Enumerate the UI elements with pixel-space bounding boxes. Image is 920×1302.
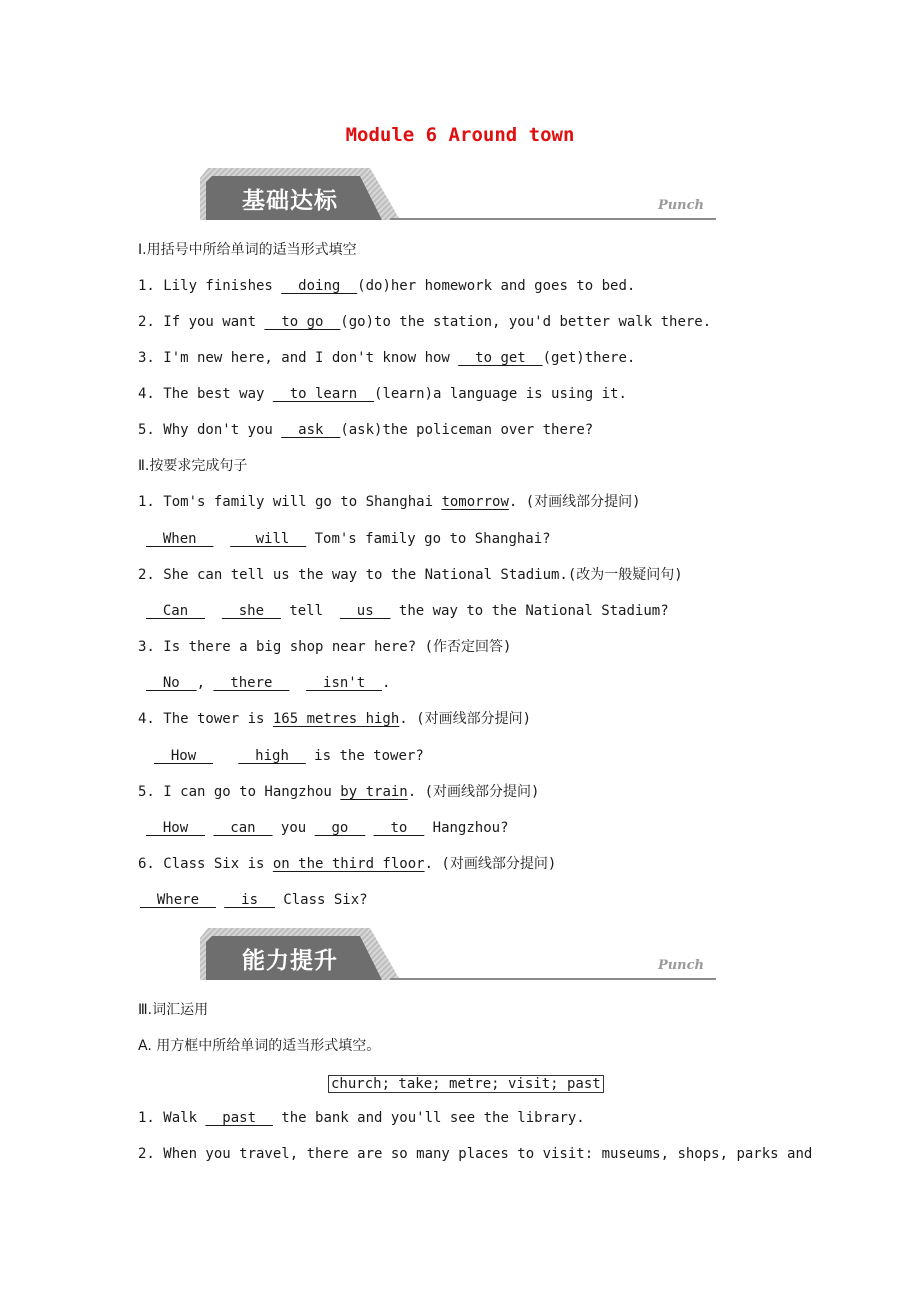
answer: __isn't__ xyxy=(306,675,383,691)
s2-question-1: 1. Tom's family will go to Shanghai tomorrow. (对画线部分提问) xyxy=(138,494,641,510)
s1-question-2: 2. If you want __to go__(go)to the station, you'd better walk there. xyxy=(138,314,712,330)
answer: __Where__ xyxy=(140,892,216,908)
answer: __When__ xyxy=(146,531,214,547)
s3-question-1: 1. Walk __past__ the bank and you'll see the library. xyxy=(138,1110,585,1126)
s1-question-3: 3. I'm new here, and I don't know how __to get__(get)there. xyxy=(138,350,636,366)
answer: __How__ xyxy=(146,820,206,836)
s1-question-4: 4. The best way __to learn__(learn)a language is using it. xyxy=(138,386,627,402)
answer: __can__ xyxy=(213,820,273,836)
word-box xyxy=(328,1074,604,1094)
answer: __to learn__ xyxy=(272,386,375,402)
page-title: Module 6 Around town xyxy=(345,124,575,146)
answer: __doing__ xyxy=(281,278,358,294)
s2-response-6: __Where__ __is__ Class Six? xyxy=(140,892,368,908)
answer: __go__ xyxy=(314,820,366,836)
s2-response-3: __No__, __there__ __isn't__. xyxy=(146,675,391,691)
section-banner-advanced xyxy=(200,928,716,984)
s2-response-2: __Can__ __she__ tell __us__ the way to the National Stadium? xyxy=(146,603,669,619)
s2-response-1: __When__ ___will__ Tom's family go to Shanghai? xyxy=(146,531,551,547)
answer: __past__ xyxy=(205,1110,273,1126)
banner-label: 能力提升 xyxy=(242,948,338,974)
s2-question-3: 3. Is there a big shop near here? (作否定回答) xyxy=(138,639,512,655)
section-3-heading: Ⅲ.词汇运用 xyxy=(138,1002,209,1018)
answer: __ask__ xyxy=(281,422,341,438)
answer: ___will__ xyxy=(230,531,307,547)
banner-label: 基础达标 xyxy=(242,188,338,214)
answer: __us__ xyxy=(339,603,391,619)
answer: __she__ xyxy=(221,603,281,619)
section-3-subheading: A. 用方框中所给单词的适当形式填空。 xyxy=(138,1038,381,1054)
section-banner-basic xyxy=(200,168,716,224)
banner-punch: Punch xyxy=(657,198,704,213)
answer: __to get__ xyxy=(458,350,543,366)
s1-question-1: 1. Lily finishes __doing__(do)her homework and goes to bed. xyxy=(138,278,636,294)
s3-question-2: 2. When you travel, there are so many places to visit: museums, shops, parks and xyxy=(138,1146,813,1162)
banner-rule xyxy=(390,978,716,980)
answer: __No__ xyxy=(146,675,197,691)
s2-response-4: __How__ __high__ is the tower? xyxy=(154,748,424,764)
underlined-phrase: by train xyxy=(340,784,408,800)
answer: __there__ xyxy=(213,675,290,691)
banner-rule xyxy=(390,218,716,220)
s2-question-5: 5. I can go to Hangzhou by train. (对画线部分提问) xyxy=(138,784,540,800)
section-2-heading: Ⅱ.按要求完成句子 xyxy=(138,458,248,474)
word-box-content: church; take; metre; visit; past xyxy=(328,1075,604,1093)
answer: __high__ xyxy=(238,748,306,764)
s2-question-4: 4. The tower is 165 metres high. (对画线部分提问) xyxy=(138,711,532,727)
underlined-phrase: on the third floor xyxy=(272,856,425,872)
banner-punch: Punch xyxy=(657,958,704,973)
underlined-phrase: tomorrow xyxy=(441,494,509,510)
answer: __to__ xyxy=(373,820,425,836)
answer: __How__ xyxy=(154,748,214,764)
section-1-heading: Ⅰ.用括号中所给单词的适当形式填空 xyxy=(138,242,357,258)
answer: __to go__ xyxy=(264,314,341,330)
underlined-phrase: 165 metres high xyxy=(272,711,400,727)
answer: __Can__ xyxy=(146,603,206,619)
s2-question-6: 6. Class Six is on the third floor. (对画线部分提问) xyxy=(138,856,557,872)
s2-response-5: __How__ __can__ you __go__ __to__ Hangzhou? xyxy=(146,820,509,836)
s1-question-5: 5. Why don't you __ask__(ask)the policeman over there? xyxy=(138,422,594,438)
answer: __is__ xyxy=(224,892,275,908)
s2-question-2: 2. She can tell us the way to the National Stadium.(改为一般疑问句) xyxy=(138,567,683,583)
